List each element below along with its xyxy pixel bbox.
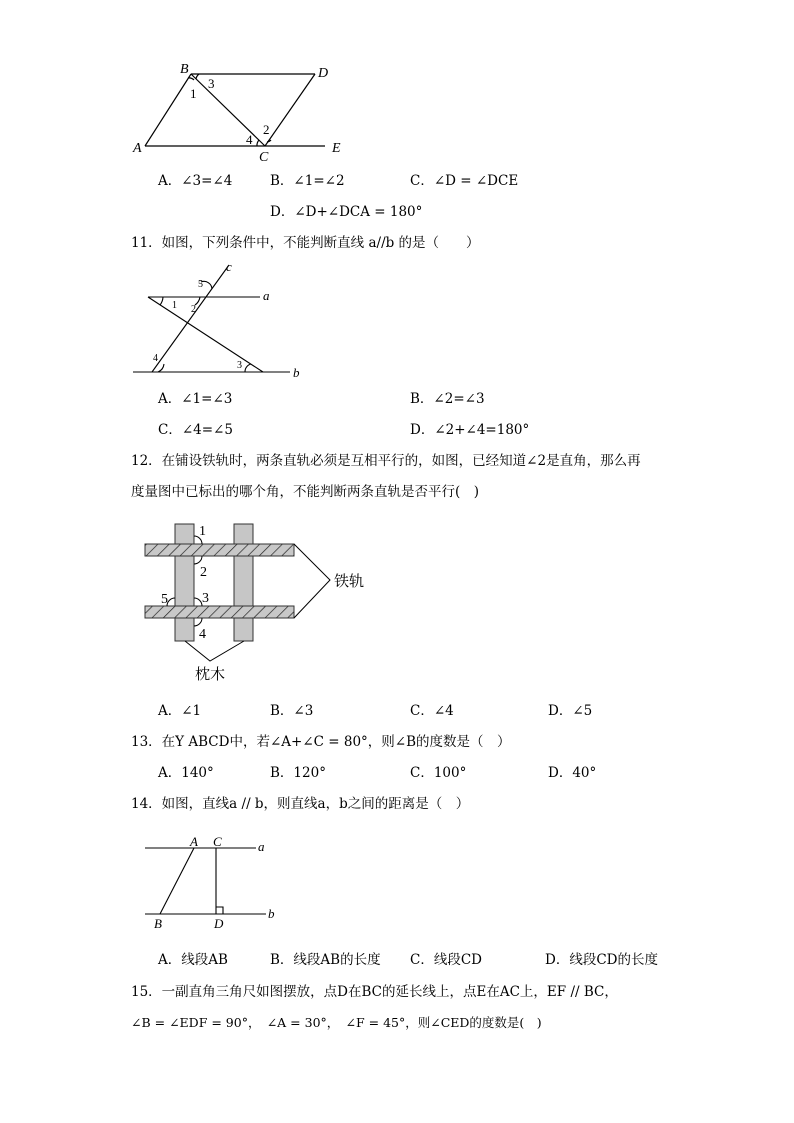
label-b: b <box>293 365 300 380</box>
label-angle-4: 4 <box>246 132 253 147</box>
q10-option-c[interactable]: C．∠D = ∠DCE <box>410 173 519 189</box>
q13-option-d[interactable]: D．40° <box>548 765 597 781</box>
label-angle-1: 1 <box>199 524 206 539</box>
label-line-b: b <box>268 906 275 921</box>
q11-option-c[interactable]: C．∠4=∠5 <box>158 422 233 438</box>
label-angle-1: 1 <box>172 300 177 311</box>
label-angle-2: 2 <box>263 122 270 137</box>
label-angle-3: 3 <box>202 591 209 606</box>
label-line-a: a <box>258 839 265 854</box>
label-c: c <box>226 259 232 274</box>
label-b: B <box>180 62 189 77</box>
label-rail: 铁轨 <box>334 574 365 590</box>
label-a: a <box>263 288 270 303</box>
q12-stem-line2: 度量图中已标出的哪个角，不能判断两条直轨是否平行( ) <box>131 484 480 500</box>
q10-option-d[interactable]: D．∠D+∠DCA = 180° <box>270 204 423 220</box>
label-angle-5: 5 <box>198 279 203 290</box>
q10-option-a[interactable]: A．∠3=∠4 <box>158 173 233 189</box>
q11-option-b[interactable]: B．∠2=∠3 <box>410 391 485 407</box>
q11-stem: 11．如图，下列条件中，不能判断直线 a//b 的是（ ） <box>131 235 480 251</box>
label-angle-5: 5 <box>161 592 168 607</box>
label-angle-2: 2 <box>200 565 207 580</box>
q14-option-d[interactable]: D．线段CD的长度 <box>545 952 658 968</box>
q10-option-b[interactable]: B．∠1=∠2 <box>270 173 345 189</box>
q14-option-c[interactable]: C．线段CD <box>410 952 482 968</box>
q12-option-d[interactable]: D．∠5 <box>548 703 593 719</box>
q14-stem: 14．如图，直线a // b，则直线a，b之间的距离是（ ） <box>131 796 470 812</box>
label-a-point: A <box>190 834 198 849</box>
label-a: A <box>133 141 142 156</box>
q14-option-b[interactable]: B．线段AB的长度 <box>270 952 381 968</box>
q13-option-a[interactable]: A．140° <box>158 765 214 781</box>
label-angle-2: 2 <box>191 304 196 315</box>
q15-stem-line2: ∠B = ∠EDF = 90°， ∠A = 30°， ∠F = 45°，则∠CED的度数是( ) <box>131 1015 542 1030</box>
segment-ab <box>160 848 194 914</box>
label-e: E <box>332 141 341 156</box>
q13-option-c[interactable]: C．100° <box>410 765 467 781</box>
label-b-point: B <box>154 916 162 931</box>
label-sleeper: 枕木 <box>195 667 226 683</box>
label-angle-3: 3 <box>237 360 242 371</box>
label-angle-3: 3 <box>208 76 215 91</box>
label-d-point: D <box>214 916 224 931</box>
right-angle-mark <box>216 907 223 914</box>
label-c: C <box>259 150 269 165</box>
q11-option-d[interactable]: D．∠2+∠4=180° <box>410 422 530 438</box>
q13-stem: 13．在Y ABCD中，若∠A+∠C = 80°，则∠B的度数是（ ） <box>131 734 511 750</box>
q15-stem-line1: 15．一副直角三角尺如图摆放，点D在BC的延长线上，点E在AC上，EF // BC， <box>131 984 618 1000</box>
label-d: D <box>318 66 329 81</box>
q12-option-b[interactable]: B．∠3 <box>270 703 314 719</box>
label-angle-4: 4 <box>199 627 206 642</box>
q12-option-a[interactable]: A．∠1 <box>158 703 202 719</box>
q12-option-c[interactable]: C．∠4 <box>410 703 454 719</box>
label-angle-4: 4 <box>153 353 158 364</box>
q11-option-a[interactable]: A．∠1=∠3 <box>158 391 233 407</box>
label-angle-1: 1 <box>190 86 197 101</box>
label-c-point: C <box>213 834 222 849</box>
q12-stem-line1: 12．在铺设铁轨时，两条直轨必须是互相平行的，如图，已经知道∠2是直角，那么再 <box>131 453 641 469</box>
q13-option-b[interactable]: B．120° <box>270 765 326 781</box>
q14-option-a[interactable]: A．线段AB <box>158 952 228 968</box>
